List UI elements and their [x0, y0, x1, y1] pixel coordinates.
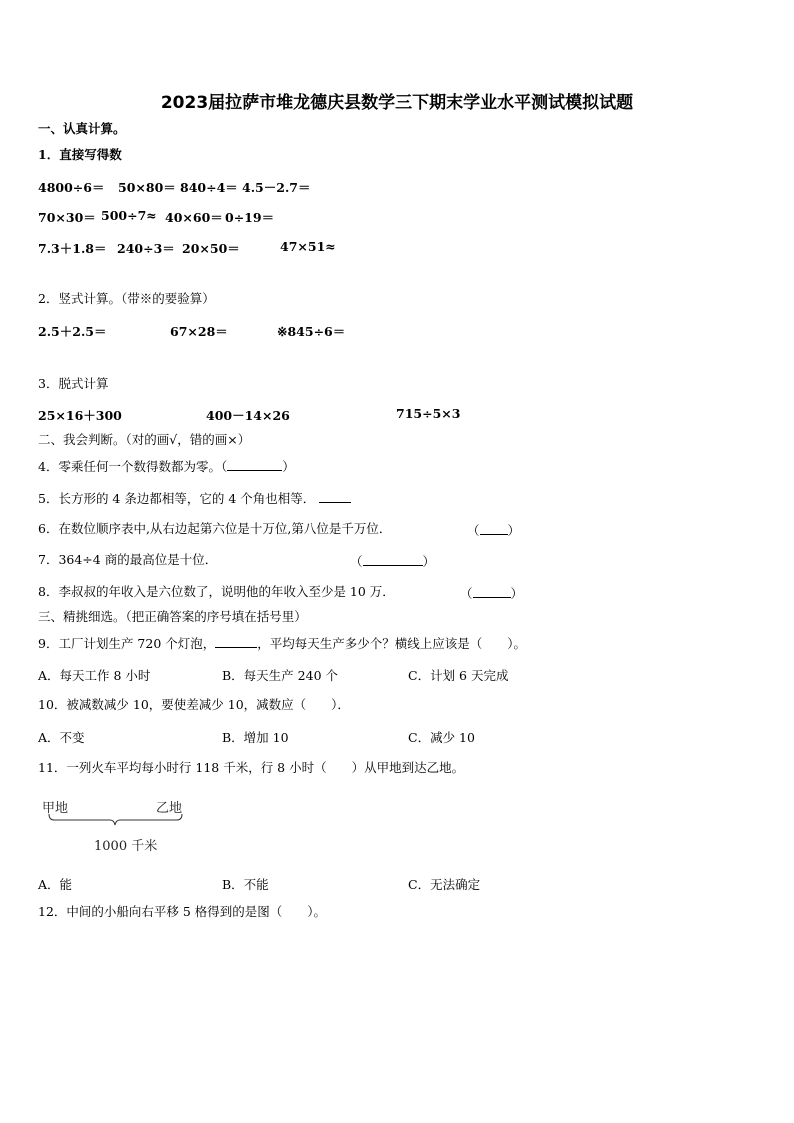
answer-blank[interactable]: [480, 522, 508, 535]
q11-option-a[interactable]: A．能: [38, 877, 73, 892]
section-heading-3: 三、精挑细选。（把正确答案的序号填在括号里）: [38, 609, 307, 624]
open-paren: （: [467, 523, 480, 538]
distance-diagram: [40, 795, 190, 855]
q9-text-a: 9．工厂计划生产 720 个灯泡，: [38, 636, 216, 651]
question-9: [38, 635, 526, 652]
question-3-label: 3．脱式计算: [38, 376, 109, 391]
open-paren: （: [460, 586, 473, 601]
q5-text: 5．长方形的 4 条边都相等，它的 4 个角也相等．: [38, 491, 316, 506]
q9-text-b: ，平均每天生产多少个？横线上应该是（ ）。: [257, 636, 527, 651]
section-heading-2: 二、我会判断。（对的画√，错的画×）: [38, 432, 251, 447]
q9-option-c[interactable]: C．计划 6 天完成: [408, 668, 509, 683]
q10-option-b[interactable]: B．增加 10: [222, 730, 289, 745]
close-paren: ）: [422, 554, 436, 569]
question-4: [38, 458, 295, 475]
q6-answer: [467, 521, 520, 539]
q6-text: 6．在数位顺序表中,从右边起第六位是十万位,第八位是千万位．: [38, 521, 392, 536]
page-title: 2023届拉萨市堆龙德庆县数学三下期末学业水平测试模拟试题: [160, 93, 634, 113]
q2-item: ※845÷6＝: [277, 324, 346, 339]
q2-item: 67×28＝: [170, 324, 228, 339]
q9-option-b[interactable]: B．每天生产 240 个: [222, 668, 338, 683]
q1-item: 40×60＝: [165, 210, 223, 225]
close-paren: ）: [510, 586, 524, 601]
q10-option-c[interactable]: C．减少 10: [408, 730, 475, 745]
question-11: 11．一列火车平均每小时行 118 千米，行 8 小时（ ）从甲地到达乙地。: [38, 760, 465, 775]
q2-item: 2.5＋2.5＝: [38, 324, 107, 339]
brace-icon: [40, 813, 190, 831]
diagram-start-label: 甲地: [42, 801, 69, 816]
q1-item: 240÷3＝: [117, 241, 175, 256]
q1-item: 840÷4＝: [180, 180, 238, 195]
answer-blank[interactable]: [227, 458, 282, 471]
answer-blank[interactable]: [215, 635, 257, 648]
q10-option-a[interactable]: A．不变: [38, 730, 85, 745]
question-5: [38, 490, 351, 507]
question-2-label: 2．竖式计算。（带※的要验算）: [38, 291, 215, 306]
answer-blank[interactable]: [363, 553, 423, 566]
q8-text: 8．李叔叔的年收入是六位数了，说明他的年收入至少是 10 万．: [38, 584, 395, 599]
q3-item: 400－14×26: [206, 408, 290, 423]
q1-item: 4800÷6＝: [38, 180, 105, 195]
question-6: [38, 521, 391, 537]
q4-close: ）: [282, 459, 295, 474]
q1-item: 70×30＝: [38, 210, 96, 225]
diagram-distance-label: 1000 千米: [94, 839, 158, 854]
question-10: 10．被减数减少 10，要使差减少 10，减数应（ ）．: [38, 697, 350, 712]
diagram-end-label: 乙地: [156, 801, 183, 816]
close-paren: ）: [507, 523, 521, 538]
q1-item: 4.5－2.7＝: [242, 180, 311, 195]
open-paren: （: [350, 554, 363, 569]
question-7: [38, 552, 217, 568]
question-12: 12．中间的小船向右平移 5 格得到的是图（ ）。: [38, 904, 327, 919]
q1-item: 0÷19＝: [225, 210, 275, 225]
section-heading-1: 一、认真计算。: [38, 121, 126, 136]
answer-blank[interactable]: [319, 490, 351, 503]
answer-blank[interactable]: [473, 585, 511, 598]
q3-item: 25×16＋300: [38, 408, 122, 423]
q11-option-b[interactable]: B．不能: [222, 877, 269, 892]
question-8: [38, 584, 395, 600]
q1-item: 47×51≈: [280, 239, 336, 254]
q11-option-c[interactable]: C．无法确定: [408, 877, 481, 892]
q7-text: 7．364÷4 商的最高位是十位．: [38, 552, 218, 567]
q1-item: 7.3＋1.8＝: [38, 241, 107, 256]
q7-answer: [350, 552, 435, 570]
q1-item: 500÷7≈: [101, 208, 157, 223]
q1-item: 20×50＝: [182, 241, 240, 256]
q9-option-a[interactable]: A．每天工作 8 小时: [38, 668, 151, 683]
q1-item: 50×80＝: [118, 180, 176, 195]
q8-answer: [460, 584, 523, 602]
question-1-label: 1．直接写得数: [38, 147, 122, 162]
q3-item: 715÷5×3: [396, 406, 461, 421]
q4-text: 4．零乘任何一个数得数都为零。（: [38, 459, 228, 474]
